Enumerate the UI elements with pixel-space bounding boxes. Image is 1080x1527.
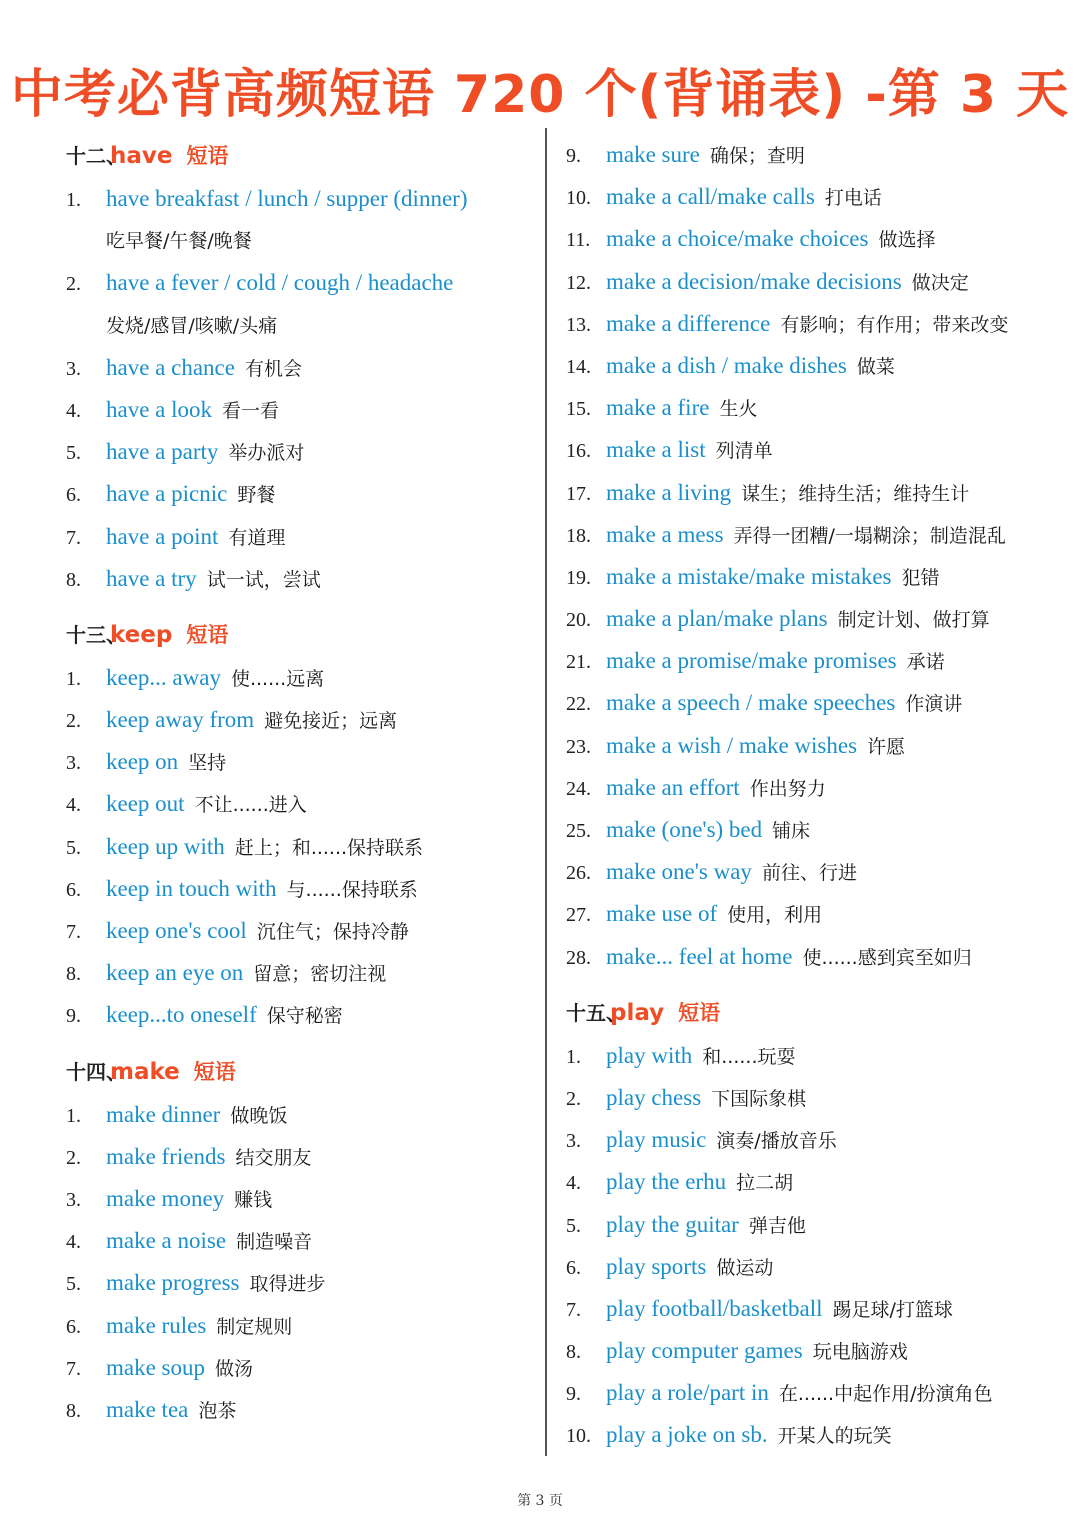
phrase-item bbox=[566, 1372, 1046, 1414]
item-number: 10. bbox=[566, 187, 591, 210]
phrase-item bbox=[66, 1136, 536, 1178]
section-number: 十三、 bbox=[66, 624, 126, 647]
chinese-meaning: 坚持 bbox=[188, 752, 227, 775]
english-phrase: make a difference bbox=[606, 310, 771, 336]
phrase-item bbox=[66, 1178, 536, 1220]
item-number: 9. bbox=[566, 1383, 581, 1406]
section-have bbox=[66, 134, 536, 600]
section-heading bbox=[66, 613, 536, 657]
item-number: 17. bbox=[566, 482, 591, 505]
english-phrase: make (one's) bed bbox=[606, 817, 763, 842]
english-phrase: make an effort bbox=[606, 774, 740, 800]
english-phrase: have a fever / cold / cough / headache bbox=[106, 270, 454, 296]
phrase-item bbox=[66, 431, 536, 473]
phrase-item bbox=[66, 741, 536, 783]
phrase-item bbox=[66, 389, 536, 431]
item-number: 3. bbox=[66, 357, 81, 380]
phrase-item bbox=[66, 516, 536, 558]
section-tag: 短语 bbox=[186, 622, 229, 647]
english-phrase: make a mistake/make mistakes bbox=[606, 563, 892, 589]
phrase-item bbox=[566, 598, 1046, 640]
english-phrase: keep... away bbox=[106, 664, 221, 690]
english-phrase: play chess bbox=[606, 1084, 702, 1110]
chinese-meaning: 做选择 bbox=[878, 229, 936, 252]
phrase-item bbox=[566, 514, 1046, 556]
chinese-meaning: 使......感到宾至如归 bbox=[802, 946, 972, 969]
item-number: 5. bbox=[66, 442, 81, 465]
item-number: 3. bbox=[66, 1188, 81, 1211]
item-number: 6. bbox=[566, 1256, 581, 1279]
english-phrase: play the guitar bbox=[606, 1211, 739, 1237]
english-phrase: keep on bbox=[106, 749, 179, 775]
section-heading bbox=[66, 134, 536, 178]
item-number: 18. bbox=[566, 524, 591, 547]
phrase-item bbox=[566, 851, 1046, 893]
english-phrase: have a picnic bbox=[106, 481, 228, 507]
section-keyword: make bbox=[110, 1058, 180, 1085]
item-number: 9. bbox=[66, 1005, 81, 1028]
english-phrase: make progress bbox=[106, 1270, 240, 1296]
phrase-item bbox=[66, 1305, 536, 1347]
chinese-meaning: 举办派对 bbox=[228, 442, 305, 465]
english-phrase: keep in touch with bbox=[106, 875, 277, 901]
english-phrase: play football/basketball bbox=[606, 1295, 823, 1321]
english-phrase: keep up with bbox=[106, 833, 225, 859]
column-divider bbox=[545, 128, 547, 1456]
chinese-meaning: 确保；查明 bbox=[709, 145, 805, 167]
chinese-meaning: 赶上；和......保持联系 bbox=[234, 836, 424, 859]
chinese-meaning: 发烧/感冒/咳嗽/头痛 bbox=[106, 314, 278, 337]
item-number: 15. bbox=[566, 398, 591, 421]
chinese-meaning: 做决定 bbox=[911, 271, 969, 294]
item-number: 1. bbox=[66, 1104, 81, 1127]
chinese-meaning: 沉住气；保持冷静 bbox=[256, 921, 409, 943]
phrase-item bbox=[566, 303, 1046, 345]
item-number: 2. bbox=[66, 1146, 81, 1169]
english-phrase: play the erhu bbox=[606, 1169, 727, 1195]
item-number: 13. bbox=[566, 313, 591, 336]
item-number: 28. bbox=[566, 946, 591, 969]
phrase-item bbox=[566, 387, 1046, 429]
phrase-item bbox=[566, 134, 1046, 176]
phrase-item bbox=[66, 473, 536, 515]
item-number: 26. bbox=[566, 862, 591, 885]
chinese-meaning: 作出努力 bbox=[749, 777, 826, 800]
phrase-item bbox=[66, 220, 536, 262]
phrase-item bbox=[566, 767, 1046, 809]
section-tag: 短语 bbox=[186, 144, 229, 168]
chinese-meaning: 许愿 bbox=[867, 735, 906, 758]
section-play bbox=[566, 991, 1046, 1457]
phrase-item bbox=[66, 305, 536, 347]
item-number: 2. bbox=[66, 710, 81, 733]
english-phrase: play a joke on sb. bbox=[606, 1422, 768, 1448]
phrase-item bbox=[566, 640, 1046, 682]
chinese-meaning: 生火 bbox=[719, 398, 758, 421]
item-number: 8. bbox=[66, 1399, 81, 1422]
item-number: 27. bbox=[566, 904, 591, 927]
item-number: 6. bbox=[66, 878, 81, 901]
chinese-meaning: 有机会 bbox=[244, 357, 302, 380]
section-keyword: keep bbox=[110, 621, 173, 648]
item-number: 12. bbox=[566, 271, 591, 294]
phrase-item bbox=[566, 218, 1046, 260]
english-phrase: make a decision/make decisions bbox=[606, 268, 902, 294]
english-phrase: make a promise/make promises bbox=[606, 648, 897, 674]
section-make-continued bbox=[566, 134, 1046, 978]
english-phrase: play a role/part in bbox=[606, 1380, 769, 1406]
phrase-item bbox=[66, 558, 536, 600]
chinese-meaning: 承诺 bbox=[906, 651, 945, 674]
chinese-meaning: 玩电脑游戏 bbox=[812, 1341, 908, 1364]
english-phrase: make money bbox=[106, 1185, 225, 1211]
chinese-meaning: 制造噪音 bbox=[236, 1231, 313, 1254]
english-phrase: make a mess bbox=[606, 521, 724, 547]
chinese-meaning: 弹吉他 bbox=[748, 1214, 806, 1237]
item-number: 5. bbox=[66, 836, 81, 859]
english-phrase: make one's way bbox=[606, 859, 752, 885]
english-phrase: make... feel at home bbox=[606, 943, 793, 969]
item-number: 21. bbox=[566, 651, 591, 674]
item-number: 5. bbox=[566, 1214, 581, 1237]
item-number: 23. bbox=[566, 735, 591, 758]
chinese-meaning: 下国际象棋 bbox=[711, 1087, 807, 1110]
item-number: 7. bbox=[66, 921, 81, 943]
chinese-meaning: 野餐 bbox=[237, 484, 276, 507]
item-number: 19. bbox=[566, 566, 591, 589]
english-phrase: make a list bbox=[606, 437, 706, 463]
chinese-meaning: 看一看 bbox=[222, 399, 280, 422]
phrase-item bbox=[566, 936, 1046, 978]
item-number: 7. bbox=[66, 1357, 81, 1380]
item-number: 25. bbox=[566, 820, 591, 842]
english-phrase: keep away from bbox=[106, 707, 255, 733]
english-phrase: have a look bbox=[106, 396, 213, 422]
english-phrase: keep one's cool bbox=[106, 918, 247, 943]
chinese-meaning: 打电话 bbox=[824, 187, 882, 210]
chinese-meaning: 泡茶 bbox=[198, 1399, 237, 1422]
english-phrase: make a call/make calls bbox=[606, 184, 815, 210]
section-keyword: play bbox=[610, 999, 665, 1026]
phrase-item bbox=[566, 682, 1046, 724]
english-phrase: make a dish / make dishes bbox=[606, 352, 847, 378]
item-number: 3. bbox=[566, 1130, 581, 1153]
phrase-item bbox=[566, 809, 1046, 851]
page-title: 中考必背高频短语 720 个(背诵表) -第 3 天 bbox=[10, 65, 1070, 125]
section-number: 十四、 bbox=[66, 1061, 126, 1084]
item-number: 5. bbox=[66, 1273, 81, 1296]
item-number: 11. bbox=[566, 229, 591, 252]
english-phrase: make dinner bbox=[106, 1101, 221, 1127]
english-phrase: make use of bbox=[606, 901, 718, 927]
item-number: 2. bbox=[66, 273, 81, 296]
chinese-meaning: 结交朋友 bbox=[235, 1146, 312, 1169]
chinese-meaning: 演奏/播放音乐 bbox=[716, 1130, 837, 1153]
chinese-meaning: 有道理 bbox=[228, 526, 286, 549]
english-phrase: play music bbox=[606, 1127, 707, 1153]
phrase-item bbox=[566, 1330, 1046, 1372]
chinese-meaning: 取得进步 bbox=[249, 1273, 326, 1296]
phrase-item bbox=[566, 1288, 1046, 1330]
item-number: 7. bbox=[566, 1298, 581, 1321]
english-phrase: make sure bbox=[606, 142, 700, 167]
item-number: 1. bbox=[66, 667, 81, 690]
english-phrase: keep an eye on bbox=[106, 960, 244, 986]
phrase-item bbox=[566, 1035, 1046, 1077]
item-number: 4. bbox=[66, 794, 81, 817]
chinese-meaning: 在......中起作用/扮演角色 bbox=[778, 1383, 993, 1406]
english-phrase: make a speech / make speeches bbox=[606, 690, 896, 716]
phrase-item bbox=[566, 893, 1046, 935]
phrase-item bbox=[66, 1347, 536, 1389]
item-number: 7. bbox=[66, 526, 81, 549]
phrase-item bbox=[66, 868, 536, 910]
chinese-meaning: 有影响；有作用；带来改变 bbox=[780, 313, 1009, 336]
section-number: 十二、 bbox=[66, 146, 126, 168]
chinese-meaning: 吃早餐/午餐/晚餐 bbox=[106, 230, 252, 253]
chinese-meaning: 谋生；维持生活；维持生计 bbox=[741, 482, 970, 505]
item-number: 16. bbox=[566, 440, 591, 463]
section-keyword: have bbox=[110, 143, 173, 169]
chinese-meaning: 开某人的玩笑 bbox=[777, 1425, 892, 1448]
english-phrase: keep out bbox=[106, 791, 185, 817]
english-phrase: make a plan/make plans bbox=[606, 606, 828, 632]
phrase-item bbox=[566, 1246, 1046, 1288]
phrase-item bbox=[66, 1094, 536, 1136]
english-phrase: have a try bbox=[106, 565, 197, 591]
phrase-item bbox=[66, 952, 536, 994]
chinese-meaning: 试一试，尝试 bbox=[206, 568, 321, 591]
phrase-item bbox=[66, 826, 536, 868]
section-keep bbox=[66, 613, 536, 1037]
english-phrase: have a point bbox=[106, 523, 219, 549]
chinese-meaning: 做晚饭 bbox=[230, 1104, 288, 1127]
item-number: 8. bbox=[566, 1341, 581, 1364]
chinese-meaning: 踢足球/打篮球 bbox=[832, 1298, 953, 1321]
chinese-meaning: 制定计划、做打算 bbox=[837, 609, 990, 632]
item-number: 8. bbox=[66, 963, 81, 986]
item-number: 1. bbox=[566, 1045, 581, 1068]
phrase-item bbox=[66, 262, 536, 304]
english-phrase: make soup bbox=[106, 1354, 206, 1380]
page-number: 第 3 页 bbox=[517, 1493, 563, 1509]
section-tag: 短语 bbox=[678, 1000, 721, 1025]
phrase-item bbox=[566, 1119, 1046, 1161]
phrase-item bbox=[66, 994, 536, 1036]
chinese-meaning: 与......保持联系 bbox=[286, 878, 418, 901]
item-number: 2. bbox=[566, 1087, 581, 1110]
chinese-meaning: 前往、行进 bbox=[761, 862, 857, 885]
chinese-meaning: 赚钱 bbox=[234, 1188, 273, 1211]
phrase-item bbox=[66, 699, 536, 741]
phrase-item bbox=[566, 1204, 1046, 1246]
phrase-item bbox=[566, 556, 1046, 598]
left-column bbox=[66, 134, 536, 1431]
chinese-meaning: 列清单 bbox=[715, 440, 773, 463]
item-number: 20. bbox=[566, 609, 591, 632]
chinese-meaning: 和......玩耍 bbox=[702, 1045, 796, 1068]
english-phrase: make tea bbox=[106, 1396, 189, 1422]
phrase-item bbox=[566, 176, 1046, 218]
english-phrase: play with bbox=[606, 1042, 693, 1068]
english-phrase: make friends bbox=[106, 1143, 226, 1169]
phrase-item bbox=[66, 910, 536, 952]
item-number: 10. bbox=[566, 1425, 591, 1448]
chinese-meaning: 作演讲 bbox=[905, 693, 963, 716]
item-number: 14. bbox=[566, 355, 591, 378]
phrase-item bbox=[66, 178, 536, 220]
chinese-meaning: 使用，利用 bbox=[727, 904, 823, 927]
chinese-meaning: 使......远离 bbox=[230, 667, 325, 690]
item-number: 1. bbox=[66, 189, 81, 211]
phrase-item bbox=[566, 429, 1046, 471]
phrase-item bbox=[566, 1414, 1046, 1456]
english-phrase: play computer games bbox=[606, 1338, 803, 1364]
english-phrase: have a chance bbox=[106, 354, 235, 380]
english-phrase: make a living bbox=[606, 479, 732, 505]
chinese-meaning: 弄得一团糟/一塌糊涂；制造混乱 bbox=[733, 524, 1006, 547]
item-number: 6. bbox=[66, 484, 81, 507]
chinese-meaning: 做运动 bbox=[716, 1256, 774, 1279]
chinese-meaning: 犯错 bbox=[901, 566, 940, 589]
phrase-item bbox=[66, 657, 536, 699]
english-phrase: have breakfast / lunch / supper (dinner) bbox=[106, 186, 468, 211]
english-phrase: keep...to oneself bbox=[106, 1002, 257, 1028]
item-number: 9. bbox=[566, 145, 581, 167]
phrase-item bbox=[66, 1220, 536, 1262]
section-heading bbox=[66, 1050, 536, 1094]
english-phrase: play sports bbox=[606, 1253, 707, 1279]
item-number: 24. bbox=[566, 777, 591, 800]
english-phrase: make a fire bbox=[606, 395, 710, 421]
phrase-item bbox=[566, 1161, 1046, 1203]
phrase-item bbox=[66, 1262, 536, 1304]
chinese-meaning: 避免接近；远离 bbox=[264, 710, 398, 733]
chinese-meaning: 不让......进入 bbox=[194, 794, 307, 817]
english-phrase: have a party bbox=[106, 439, 219, 465]
item-number: 4. bbox=[66, 1231, 81, 1254]
chinese-meaning: 做汤 bbox=[215, 1357, 254, 1380]
phrase-item bbox=[566, 472, 1046, 514]
chinese-meaning: 留意；密切注视 bbox=[253, 963, 387, 986]
item-number: 4. bbox=[566, 1172, 581, 1195]
chinese-meaning: 铺床 bbox=[772, 820, 811, 842]
phrase-item bbox=[566, 345, 1046, 387]
chinese-meaning: 拉二胡 bbox=[736, 1172, 794, 1195]
phrase-item bbox=[66, 347, 536, 389]
item-number: 3. bbox=[66, 752, 81, 775]
english-phrase: make a choice/make choices bbox=[606, 226, 869, 252]
right-column bbox=[566, 134, 1046, 1457]
chinese-meaning: 做菜 bbox=[856, 355, 895, 378]
item-number: 6. bbox=[66, 1315, 81, 1338]
section-tag: 短语 bbox=[193, 1059, 236, 1084]
phrase-item bbox=[66, 783, 536, 825]
chinese-meaning: 制定规则 bbox=[216, 1315, 293, 1338]
chinese-meaning: 保守秘密 bbox=[266, 1005, 343, 1028]
item-number: 8. bbox=[66, 568, 81, 591]
english-phrase: make rules bbox=[106, 1312, 207, 1338]
phrase-item bbox=[566, 261, 1046, 303]
section-heading bbox=[566, 991, 1046, 1035]
english-phrase: make a noise bbox=[106, 1228, 227, 1254]
item-number: 22. bbox=[566, 693, 591, 716]
phrase-item bbox=[66, 1389, 536, 1431]
english-phrase: make a wish / make wishes bbox=[606, 732, 858, 758]
phrase-item bbox=[566, 1077, 1046, 1119]
section-number: 十五、 bbox=[566, 1002, 626, 1025]
section-make bbox=[66, 1050, 536, 1432]
item-number: 4. bbox=[66, 399, 81, 422]
phrase-item bbox=[566, 725, 1046, 767]
